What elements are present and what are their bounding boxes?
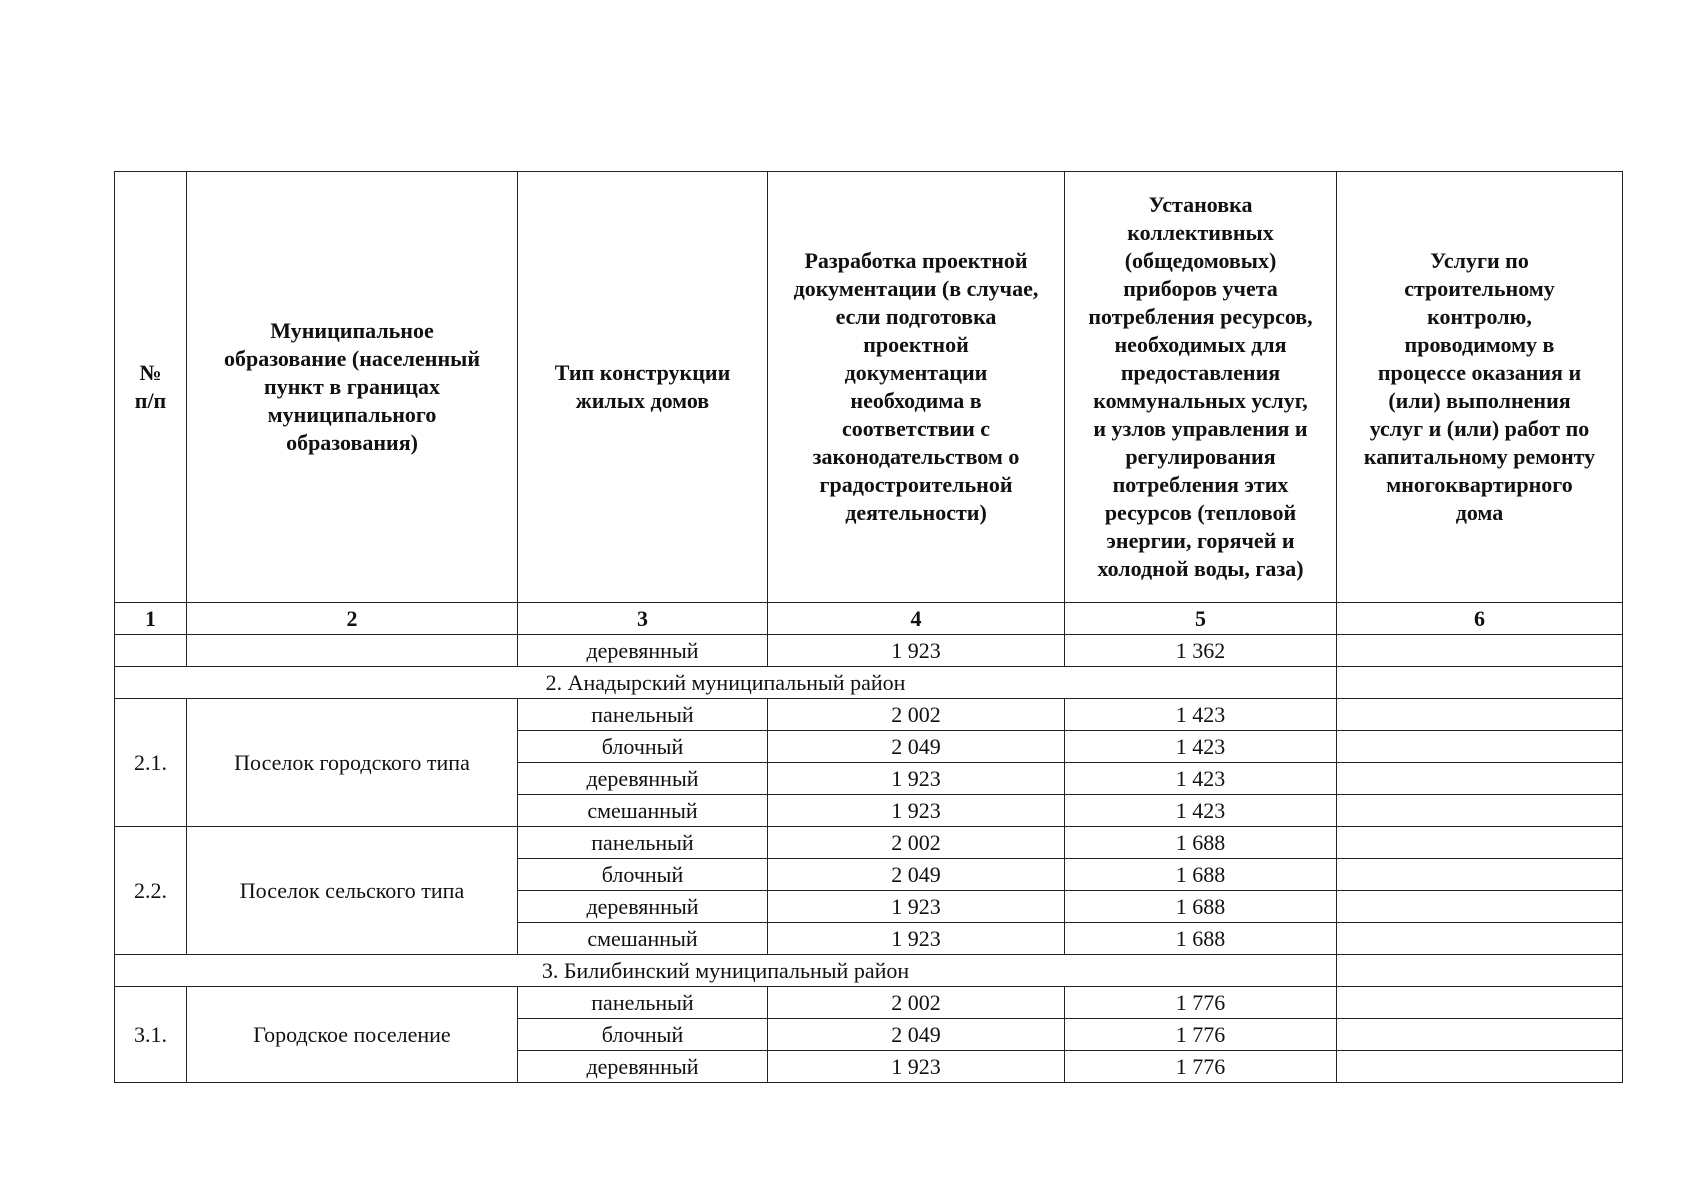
metering-cost-cell: 1 688 <box>1065 827 1337 859</box>
column-number-row <box>115 603 1623 635</box>
control-cost-cell <box>1337 923 1623 955</box>
header-construction-type: Тип конструкции жилых домов <box>518 172 768 603</box>
control-cost-cell <box>1337 1051 1623 1083</box>
column-number: 2 <box>187 603 518 635</box>
control-cost-cell <box>1337 1019 1623 1051</box>
section-title: 3. Билибинский муниципальный район <box>115 955 1337 987</box>
header-project-documentation: Разработка проектной документации (в случае, если подготовка проектной документации необходима в соответствии с законодательством о градостроительной деятельности) <box>768 172 1065 603</box>
control-cost-cell <box>1337 891 1623 923</box>
control-cost-cell <box>1337 955 1623 987</box>
table-body <box>115 603 1623 1083</box>
project-doc-cost-cell: 1 923 <box>768 795 1065 827</box>
section-title: 2. Анадырский муниципальный район <box>115 667 1337 699</box>
metering-cost-cell: 1 423 <box>1065 699 1337 731</box>
column-number: 4 <box>768 603 1065 635</box>
header-number: № п/п <box>115 172 187 603</box>
row-number-cell: 3.1. <box>115 987 187 1083</box>
metering-cost-cell: 1 423 <box>1065 731 1337 763</box>
control-cost-cell <box>1337 635 1623 667</box>
section-row <box>115 955 1623 987</box>
municipality-cell: Поселок сельского типа <box>187 827 518 955</box>
control-cost-cell <box>1337 859 1623 891</box>
project-doc-cost-cell: 1 923 <box>768 923 1065 955</box>
row-number-cell: 2.2. <box>115 827 187 955</box>
construction-type-cell: блочный <box>518 1019 768 1051</box>
metering-cost-cell: 1 423 <box>1065 795 1337 827</box>
control-cost-cell <box>1337 763 1623 795</box>
construction-type-cell: панельный <box>518 699 768 731</box>
construction-type-cell: блочный <box>518 859 768 891</box>
project-doc-cost-cell: 1 923 <box>768 891 1065 923</box>
carry-over-row <box>115 635 1623 667</box>
construction-type-cell: панельный <box>518 827 768 859</box>
column-number: 1 <box>115 603 187 635</box>
column-number: 5 <box>1065 603 1337 635</box>
control-cost-cell <box>1337 667 1623 699</box>
municipality-cell <box>187 635 518 667</box>
table-row <box>115 987 1623 1019</box>
project-doc-cost-cell: 2 049 <box>768 731 1065 763</box>
construction-type-cell: блочный <box>518 731 768 763</box>
control-cost-cell <box>1337 731 1623 763</box>
control-cost-cell <box>1337 699 1623 731</box>
row-number-cell <box>115 635 187 667</box>
metering-cost-cell: 1 688 <box>1065 859 1337 891</box>
section-row <box>115 667 1623 699</box>
project-doc-cost-cell: 1 923 <box>768 635 1065 667</box>
table-row <box>115 827 1623 859</box>
control-cost-cell <box>1337 795 1623 827</box>
metering-cost-cell: 1 776 <box>1065 1019 1337 1051</box>
project-doc-cost-cell: 1 923 <box>768 763 1065 795</box>
construction-type-cell: деревянный <box>518 891 768 923</box>
header-construction-control: Услуги по строительному контролю, проводимому в процессе оказания и (или) выполнения услуг и (или) работ по капитальному ремонту многоквартирного дома <box>1337 172 1623 603</box>
project-doc-cost-cell: 2 002 <box>768 827 1065 859</box>
metering-cost-cell: 1 688 <box>1065 923 1337 955</box>
cost-table <box>114 171 1623 1083</box>
construction-type-cell: деревянный <box>518 1051 768 1083</box>
row-number-cell: 2.1. <box>115 699 187 827</box>
control-cost-cell <box>1337 827 1623 859</box>
project-doc-cost-cell: 2 002 <box>768 699 1065 731</box>
metering-cost-cell: 1 423 <box>1065 763 1337 795</box>
construction-type-cell: панельный <box>518 987 768 1019</box>
construction-type-cell: деревянный <box>518 635 768 667</box>
municipality-cell: Городское поселение <box>187 987 518 1083</box>
project-doc-cost-cell: 2 049 <box>768 1019 1065 1051</box>
project-doc-cost-cell: 1 923 <box>768 1051 1065 1083</box>
construction-type-cell: смешанный <box>518 795 768 827</box>
table-row <box>115 699 1623 731</box>
metering-cost-cell: 1 688 <box>1065 891 1337 923</box>
metering-cost-cell: 1 776 <box>1065 1051 1337 1083</box>
control-cost-cell <box>1337 987 1623 1019</box>
column-number: 6 <box>1337 603 1623 635</box>
construction-type-cell: смешанный <box>518 923 768 955</box>
construction-type-cell: деревянный <box>518 763 768 795</box>
column-number: 3 <box>518 603 768 635</box>
metering-cost-cell: 1 362 <box>1065 635 1337 667</box>
project-doc-cost-cell: 2 002 <box>768 987 1065 1019</box>
municipality-cell: Поселок городского типа <box>187 699 518 827</box>
header-metering-devices: Установка коллективных (общедомовых) приборов учета потребления ресурсов, необходимых для предоставления коммунальных услуг, и узлов управления и регулирования потребления этих ресурсов (тепловой энергии, горячей и холодной воды, газа) <box>1065 172 1337 603</box>
metering-cost-cell: 1 776 <box>1065 987 1337 1019</box>
header-row <box>115 172 1623 603</box>
project-doc-cost-cell: 2 049 <box>768 859 1065 891</box>
header-municipality: Муниципальное образование (населенный пункт в границах муниципального образования) <box>187 172 518 603</box>
